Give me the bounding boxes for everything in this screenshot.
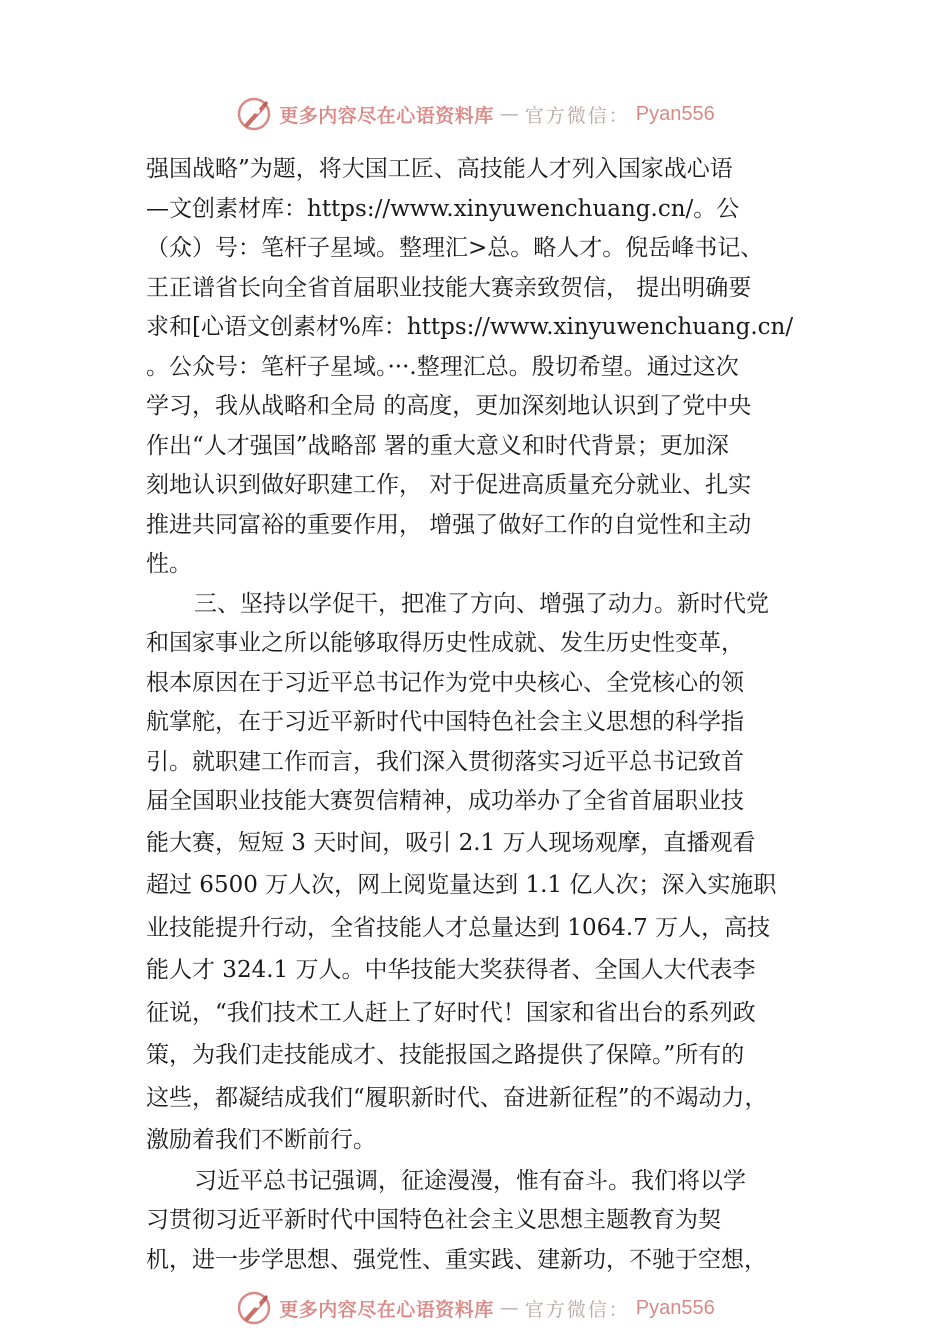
text-line: 届全国职业技能大赛贺信精神，成功举办了全省首届职业技 <box>146 788 744 814</box>
text-line: 。公众号：笔杆子星域。···.整理汇总。殷切希望。通过这次 <box>146 353 739 380</box>
text-line: 策，为我们走技能成才、技能报国之路提供了保障。”所有的 <box>146 1042 745 1068</box>
text-line: 这些，都凝结成我们“履职新时代、奋进新征程”的不竭动力， <box>146 1084 768 1111</box>
text-line: 征说，“我们技术工人赶上了好时代！国家和省出台的系列政 <box>146 999 756 1026</box>
footer-wechat-id: Pyan556 <box>635 1296 715 1319</box>
header-wechat-id: Pyan556 <box>635 102 715 125</box>
header-banner <box>0 94 950 134</box>
text-line: 能大赛，短短 3 天时间，吸引 2.1 万人现场观摩，直播观看 <box>146 829 756 856</box>
text-line: 航掌舵，在于习近平新时代中国特色社会主义思想的科学指 <box>146 709 744 735</box>
text-line: 业技能提升行动，全省技能人才总量达到 1064.7 万人，高技 <box>146 914 771 941</box>
footer-separator: — <box>499 1297 519 1319</box>
text-line: 能人才 324.1 万人。中华技能大奖获得者、全国人大代表李 <box>146 957 756 983</box>
paragraph-start: 三、坚持以学促干，把准了方向、增强了动力。新时代党 <box>194 590 769 617</box>
header-wechat-label: 官方微信： <box>524 104 630 127</box>
text-line: 推进共同富裕的重要作用， 增强了做好工作的自觉性和主动 <box>146 511 752 538</box>
footer-banner <box>0 1288 950 1328</box>
footer-wechat-label: 官方微信： <box>524 1298 630 1321</box>
text-line: 王正谱省长向全省首届职业技能大赛亲致贺信， 提出明确要 <box>146 274 752 301</box>
text-line: 性。 <box>146 551 192 577</box>
header-separator: — <box>499 103 519 125</box>
pen-logo-icon <box>235 95 273 133</box>
text-line: 引。就职建工作而言，我们深入贯彻落实习近平总书记致首 <box>146 748 744 775</box>
text-line: 机，进一步学思想、强党性、重实践、建新功，不驰于空想， <box>146 1246 767 1273</box>
text-line: 和国家事业之所以能够取得历史性成就、发生历史性变革， <box>146 630 744 656</box>
text-line: 学习，我从战略和全局 的高度，更加深刻地认识到了党中央 <box>146 393 752 419</box>
header-text: 更多内容尽在心语资料库 <box>279 104 494 127</box>
paragraph-start: 习近平总书记强调，征途漫漫，惟有奋斗。我们将以学 <box>194 1167 746 1194</box>
text-line: —文创素材库：https://www.xinyuwenchuang.cn/。公 <box>146 195 740 222</box>
text-line: 激励着我们不断前行。 <box>146 1127 376 1153</box>
pen-logo-icon <box>235 1289 273 1327</box>
text-line: 习贯彻习近平新时代中国特色社会主义思想主题教育为契 <box>146 1207 721 1233</box>
text-line: 刻地认识到做好职建工作， 对于促进高质量充分就业、扎实 <box>146 472 752 498</box>
footer-text: 更多内容尽在心语资料库 <box>279 1298 494 1321</box>
text-line: 求和[心语文创素材%库：https://www.xinyuwenchuang.cn/ <box>146 314 794 340</box>
text-line: 强国战略”为题，将大国工匠、高技能人才列入国家战心语 <box>146 156 733 182</box>
text-line: 根本原因在于习近平总书记作为党中央核心、全党核心的领 <box>146 669 744 696</box>
text-line: （众）号：笔杆子星域。整理汇>总。略人才。倪岳峰书记、 <box>146 235 764 261</box>
text-line: 超过 6500 万人次，网上阅览量达到 1.1 亿人次；深入实施职 <box>146 872 777 898</box>
document-body <box>146 150 836 1280</box>
text-line: 作出“人才强国”战略部 署的重大意义和时代背景；更加深 <box>146 432 729 459</box>
